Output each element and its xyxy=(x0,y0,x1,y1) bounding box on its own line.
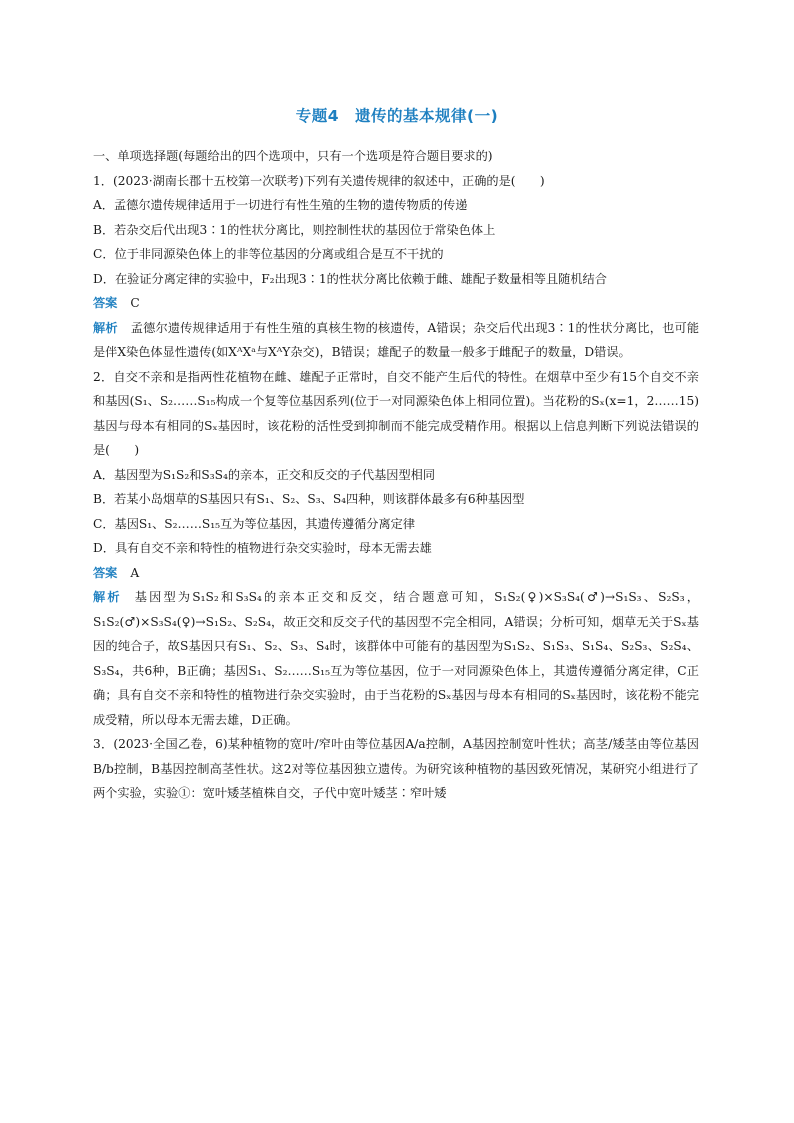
question-1-answer xyxy=(93,291,699,316)
question-2-option-c: C．基因S₁、S₂……S₁₅互为等位基因，其遗传遵循分离定律 xyxy=(93,516,416,531)
question-1-stem: 1．(2023·湖南长郡十五校第一次联考)下列有关遗传规律的叙述中，正确的是( ) xyxy=(93,173,545,188)
answer-value: C xyxy=(130,296,140,310)
analysis-label: 解析 xyxy=(93,320,118,335)
answer-label: 答案 xyxy=(93,296,118,310)
answer-value: A xyxy=(130,565,140,580)
question-1-option-c: C．位于非同源染色体上的非等位基因的分离或组合是互不干扰的 xyxy=(93,247,444,261)
question-3-stem: 3．(2023·全国乙卷，6)某种植物的宽叶/窄叶由等位基因A/a控制，A基因控制宽叶性状；高茎/矮茎由等位基因B/b控制，B基因控制高茎性状。这2对等位基因独立遗传。为研究该种植物的基因致死情况，某研究小组进行了两个实验，实验①：宽叶矮茎植株自交，子代中宽叶矮茎∶窄叶矮 xyxy=(93,737,699,800)
page-title: 专题4 遗传的基本规律(一) xyxy=(295,107,499,125)
question-1-option-b: B．若杂交后代出现3∶1的性状分离比，则控制性状的基因位于常染色体上 xyxy=(93,222,496,237)
analysis-text: 基因型为S₁S₂和S₃S₄的亲本正交和反交，结合题意可知，S₁S₂(♀)×S₃S₄(♂)→S₁S₃、S₂S₃，S₁S₂(♂)×S₃S₄(♀)→S₁S₂、S₂S₄，故正交和反交子代的基因型不完全相同，A错误；分析可知，烟草无关于Sₓ基因的纯合子，故S基因只有S₁、S₂、S₃、S₄时，该群体中可能有的基因型为S₁S₂、S₁S₃、S₁S₄、S₂S₃、S₂S₄、S₃S₄，共6种，B正确；基因S₁、S₂……S₁₅互为等位基因，位于一对同源染色体上，其遗传遵循分离定律，C正确；具有自交不亲和特性的植物进行杂交实验时，由于当花粉的Sₓ基因与母本有相同的Sₓ基因时，该花粉不能完成受精，所以母本无需去雄，D正确。 xyxy=(93,590,699,727)
question-1-analysis xyxy=(93,316,699,365)
document-body xyxy=(93,144,699,806)
section-heading: 一、单项选择题(每题给出的四个选项中，只有一个选项是符合题目要求的) xyxy=(93,149,493,163)
question-2-stem: 2．自交不亲和是指两性花植物在雌、雄配子正常时，自交不能产生后代的特性。在烟草中至少有15个自交不亲和基因(S₁、S₂……S₁₅构成一个复等位基因系列(位于一对同源染色体上相同位置)。当花粉的Sₓ(x=1，2……15)基因与母本有相同的Sₓ基因时，该花粉的活性受到抑制而不能完成受精作用。根据以上信息判断下列说法错误的是( ) xyxy=(93,369,699,457)
analysis-label: 解析 xyxy=(93,590,122,604)
question-2-option-b: B．若某小岛烟草的S基因只有S₁、S₂、S₃、S₄四种，则该群体最多有6种基因型 xyxy=(93,492,525,506)
analysis-text: 孟德尔遗传规律适用于有性生殖的真核生物的核遗传，A错误；杂交后代出现3∶1的性状分离比，也可能是伴X染色体显性遗传(如XᴬXᵃ与XᴬY杂交)，B错误；雄配子的数量一般多于雌配子的数量，D错误。 xyxy=(93,320,700,359)
answer-label: 答案 xyxy=(93,565,118,580)
question-2-analysis xyxy=(93,585,699,732)
question-2-option-a: A．基因型为S₁S₂和S₃S₄的亲本，正交和反交的子代基因型相同 xyxy=(93,467,436,482)
question-2-answer xyxy=(93,561,699,586)
question-1-option-a: A．孟德尔遗传规律适用于一切进行有性生殖的生物的遗传物质的传递 xyxy=(93,198,468,212)
question-2-option-d: D．具有自交不亲和特性的植物进行杂交实验时，母本无需去雄 xyxy=(93,541,432,555)
question-1-option-d: D．在验证分离定律的实验中，F₂出现3∶1的性状分离比依赖于雌、雄配子数量相等且随机结合 xyxy=(93,271,607,286)
